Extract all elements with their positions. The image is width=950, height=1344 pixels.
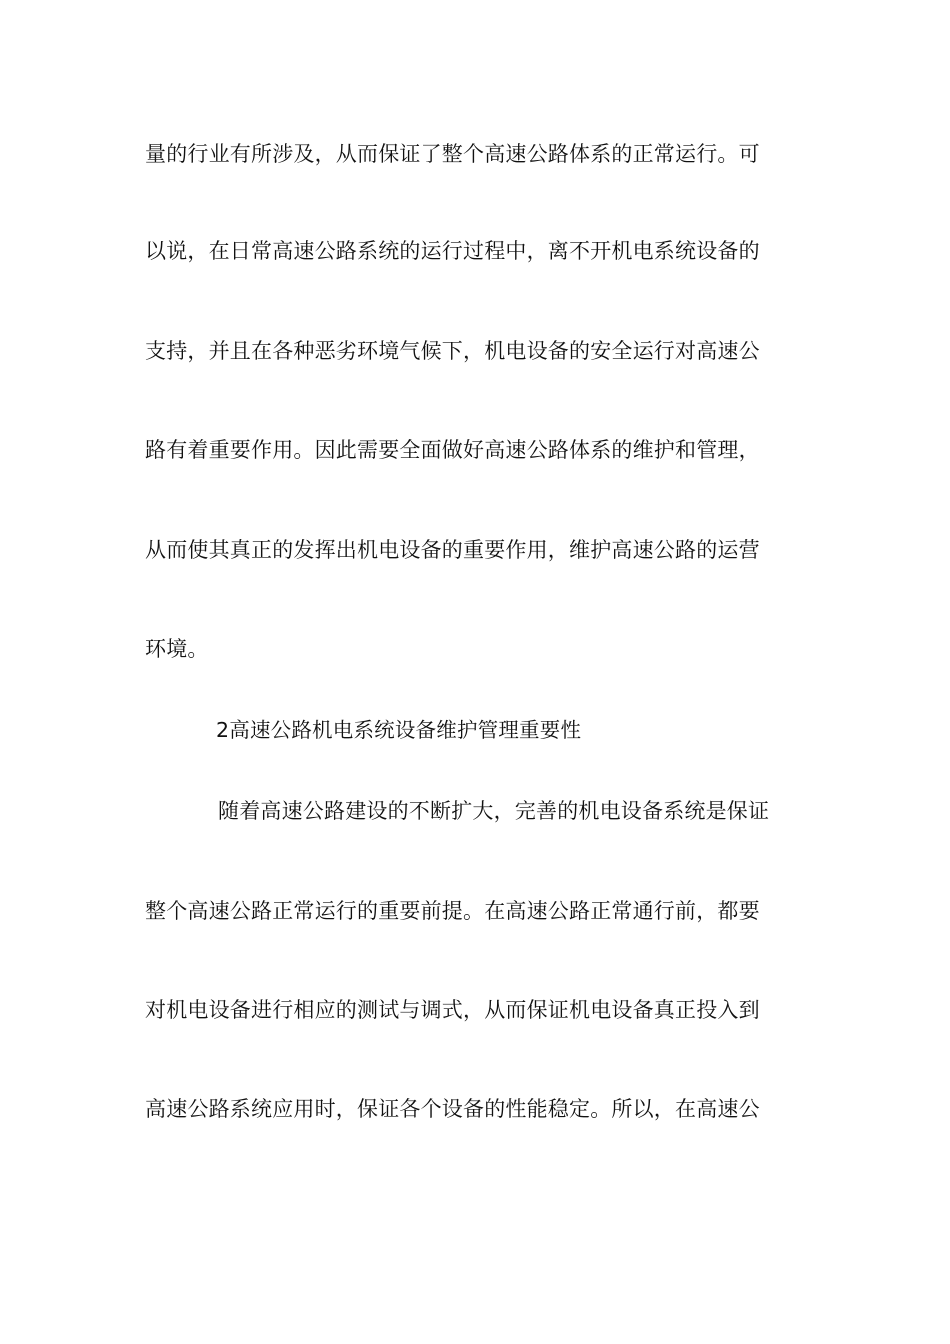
- paragraph-line: 环境。: [145, 637, 209, 661]
- paragraph-line: 高速公路系统应用时，保证各个设备的性能稳定。所以，在高速公: [145, 1097, 760, 1121]
- paragraph-line: 路有着重要作用。因此需要全面做好高速公路体系的维护和管理，: [145, 438, 760, 462]
- paragraph-line: 随着高速公路建设的不断扩大，完善的机电设备系统是保证: [218, 799, 770, 823]
- paragraph-line: 整个高速公路正常运行的重要前提。在高速公路正常通行前，都要: [145, 899, 760, 923]
- paragraph-line: 对机电设备进行相应的测试与调式，从而保证机电设备真正投入到: [145, 998, 760, 1022]
- paragraph-line: 支持，并且在各种恶劣环境气候下，机电设备的安全运行对高速公: [145, 339, 760, 363]
- paragraph-line: 以说，在日常高速公路系统的运行过程中，离不开机电系统设备的: [145, 239, 760, 263]
- paragraph-line: 量的行业有所涉及，从而保证了整个高速公路体系的正常运行。可: [145, 142, 760, 166]
- paragraph-line: 从而使其真正的发挥出机电设备的重要作用，维护高速公路的运营: [145, 538, 760, 562]
- section-heading: 2高速公路机电系统设备维护管理重要性: [216, 718, 582, 742]
